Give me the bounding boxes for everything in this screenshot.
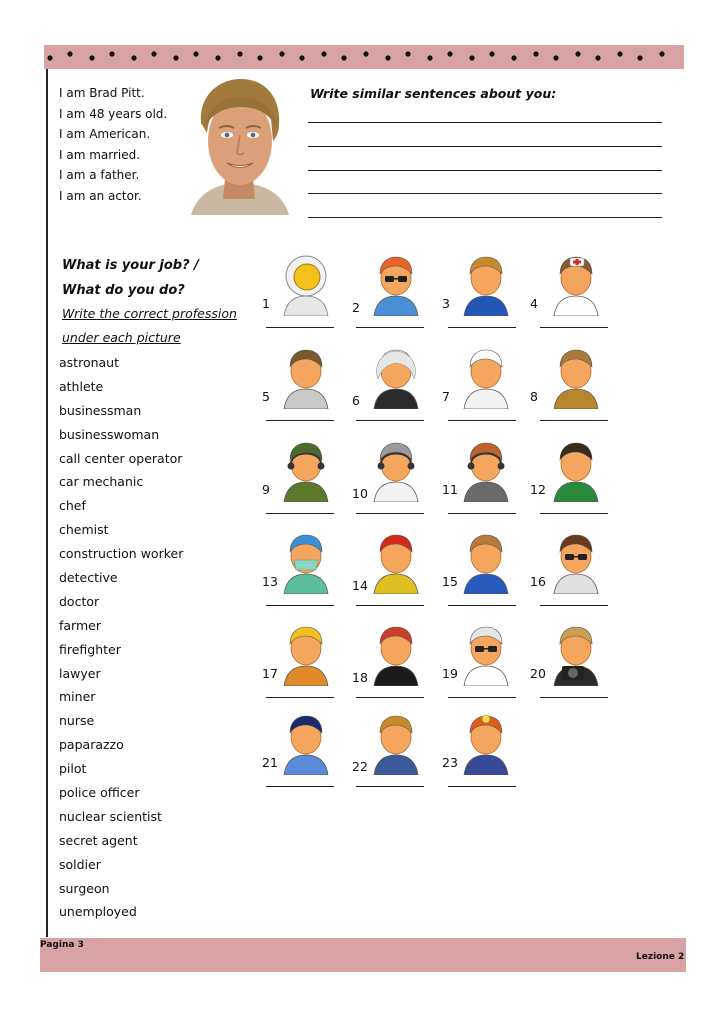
lesson-label: Lezione 2 [636,952,685,962]
answer-blank[interactable] [540,327,608,328]
picture-number: 17 [262,666,278,681]
secret-agent-icon [546,530,606,594]
picture-number: 9 [262,482,270,497]
answer-blank[interactable] [356,786,424,787]
chef-icon [456,345,516,409]
answer-blank[interactable] [448,513,516,514]
answer-blank[interactable] [266,513,334,514]
word-list-item: lawyer [59,665,101,681]
picture-number: 10 [352,486,368,501]
car-mechanic-icon [456,530,516,594]
picture-number: 16 [530,574,546,589]
word-list-item: chemist [59,522,109,538]
answer-blank[interactable] [356,605,424,606]
construction-worker-icon [276,622,336,686]
question-title: What is your job? / [62,258,199,273]
picture-number: 5 [262,389,270,404]
woman-glasses-icon [366,252,426,316]
word-list-item: unemployed [59,904,137,920]
portrait-photo [183,75,296,215]
word-list-item: athlete [59,378,104,394]
writing-line[interactable] [308,193,662,194]
picture-number: 4 [530,296,538,311]
footer-band [40,938,686,972]
answer-blank[interactable] [266,420,334,421]
word-list-item: call center operator [59,450,183,466]
intro-sentences [59,83,167,206]
writing-line[interactable] [308,122,662,123]
word-list-item: astronaut [59,355,119,370]
word-list-item: car mechanic [59,474,144,490]
detective-icon [546,345,606,409]
word-list-item: pilot [59,761,87,777]
picture-number: 1 [262,296,270,311]
paparazzo-icon [546,622,606,686]
picture-number: 22 [352,759,368,774]
word-list-item: businesswoman [59,426,160,442]
nurse-icon [546,252,606,316]
businessman-icon [546,438,606,502]
word-list-item: surgeon [59,880,110,896]
answer-blank[interactable] [448,697,516,698]
answer-blank[interactable] [540,420,608,421]
astronaut-icon [276,252,336,316]
answer-blank[interactable] [356,697,424,698]
picture-number: 6 [352,393,360,408]
word-list-item: doctor [59,593,100,609]
word-list-item: construction worker [59,546,184,562]
athlete-icon [456,252,516,316]
miner-icon [456,711,516,775]
writing-line[interactable] [308,170,662,171]
profession-word-list [59,353,183,926]
nuclear-scientist-icon [456,622,516,686]
picture-number: 20 [530,666,546,681]
picture-number: 13 [262,574,278,589]
answer-blank[interactable] [448,420,516,421]
picture-number: 21 [262,755,278,770]
answer-blank[interactable] [356,513,424,514]
intro-line: I am an actor. [59,188,142,203]
word-list-item: nuclear scientist [59,808,162,824]
writing-line[interactable] [308,146,662,147]
page-label: Pagina 3 [40,940,84,950]
picture-number: 23 [442,755,458,770]
word-list-item: detective [59,570,118,586]
lawyer-icon [366,345,426,409]
doctor-icon [366,438,426,502]
intro-line: I am married. [59,147,141,162]
word-list-item: farmer [59,617,101,633]
answer-blank[interactable] [356,420,424,421]
dotted-border [44,45,684,69]
picture-number: 12 [530,482,546,497]
intro-line: I am American. [59,127,151,141]
answer-blank[interactable] [540,605,608,606]
word-list-item: businessman [59,402,142,418]
businesswoman-icon [366,622,426,686]
picture-number: 14 [352,578,368,593]
intro-line: I am Brad Pitt. [59,86,145,100]
question-subtitle: What do you do? [62,283,185,298]
word-list-item: paparazzo [59,737,124,753]
pilot-icon [276,438,336,502]
word-list-item: chef [59,498,86,514]
police-officer-icon [276,711,336,775]
picture-number: 3 [442,296,450,311]
answer-blank[interactable] [448,786,516,787]
left-margin-rule [46,69,48,937]
word-list-item: firefighter [59,641,121,657]
word-list-item: nurse [59,713,95,729]
picture-number: 11 [442,482,458,497]
answer-blank[interactable] [266,327,334,328]
answer-blank[interactable] [540,513,608,514]
word-list-item: miner [59,689,96,705]
picture-number: 7 [442,389,450,404]
intro-line: I am 48 years old. [59,106,168,121]
word-list-item: secret agent [59,832,138,848]
answer-blank[interactable] [266,697,334,698]
write-prompt: Write similar sentences about you: [310,86,557,101]
picture-number: 19 [442,666,458,681]
answer-blank[interactable] [266,605,334,606]
instruction-line: Write the correct profession [62,306,237,321]
surgeon-icon [276,530,336,594]
answer-blank[interactable] [448,605,516,606]
picture-number: 18 [352,670,368,685]
answer-blank[interactable] [266,786,334,787]
answer-blank[interactable] [356,327,424,328]
unemployed-icon [366,711,426,775]
call-center-icon [456,438,516,502]
firefighter-icon [366,530,426,594]
intro-line: I am a father. [59,168,140,182]
answer-blank[interactable] [540,697,608,698]
picture-number: 15 [442,574,458,589]
writing-line[interactable] [308,217,662,218]
word-list-item: police officer [59,785,140,801]
instruction-line: under each picture [62,330,181,345]
picture-number: 2 [352,300,360,315]
word-list-item: soldier [59,856,101,872]
picture-number: 8 [530,389,538,404]
answer-blank[interactable] [448,327,516,328]
farmer-icon [276,345,336,409]
